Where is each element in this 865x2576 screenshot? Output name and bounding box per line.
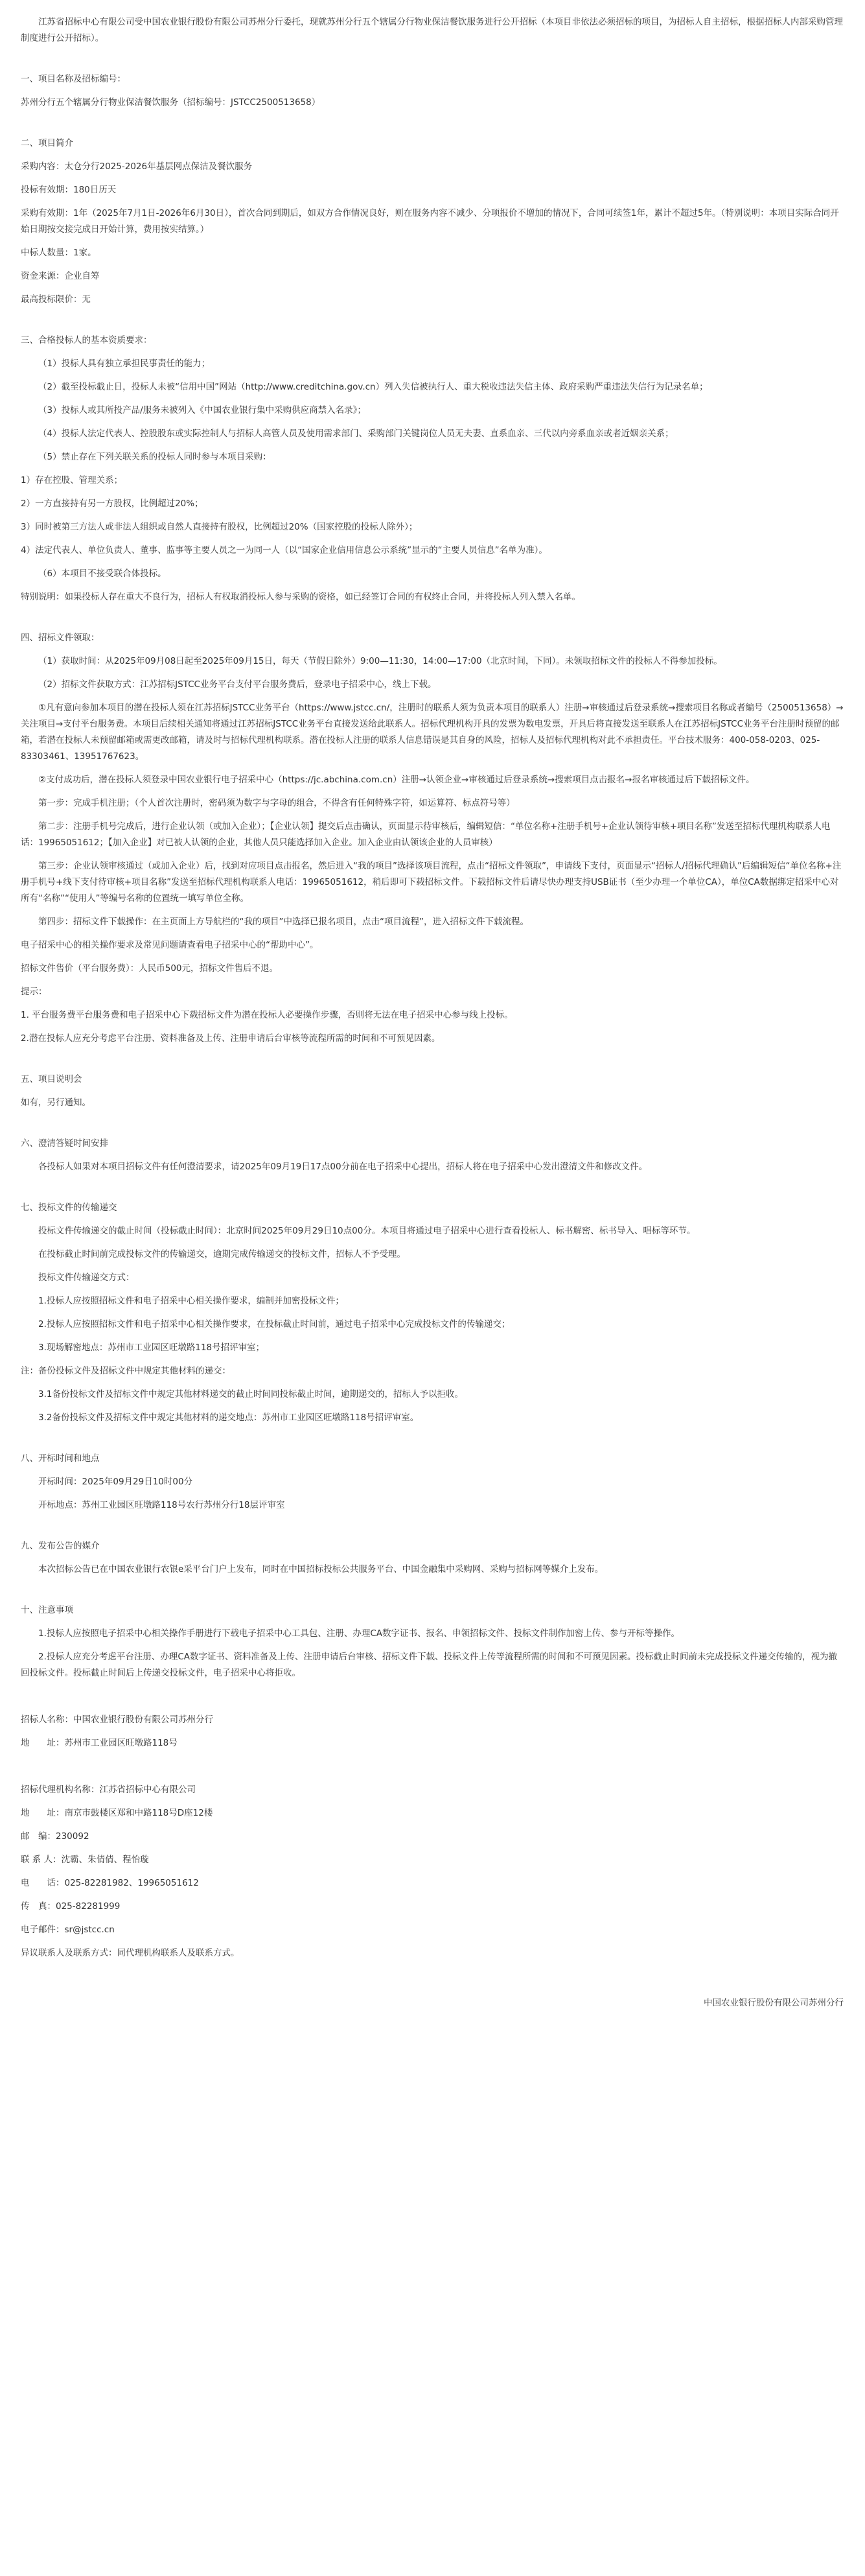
winner-count: 中标人数量：1家。 <box>21 248 97 258</box>
submission-deadline: 投标文件传输递交的截止时间（投标截止时间）：北京时间2025年09月29日10点00分。本项目将通过电子招采中心进行查看投标人、标书解密、标书导入、唱标等环节。 <box>38 1226 696 1236</box>
bid-validity: 投标有效期：180日历天 <box>21 185 117 195</box>
section-title-tender-docs: 四、招标文件领取： <box>21 633 100 643</box>
tip-item: 1. 平台服务费平台服务费和电子招采中心下载招标文件为潜在投标人必要操作步骤，否则将无法在电子招采中心参与线上投标。 <box>21 1010 513 1020</box>
step-two: 第二步：注册手机号完成后，进行企业认领（或加入企业）；【企业认领】提交后点击确认，页面显示待审核后，编辑短信：“单位名称+注册手机号+企业认领待审核+项目名称”发送至招标代理机构联系人电话：19965051612；【加入企业】对已被人认领的企业，其他人员只能选择加入企业。加入企业由认领该企业的人员审核） <box>21 821 831 848</box>
related-party-item: 4）法定代表人、单位负责人、董事、监事等主要人员之一为同一人（以“国家企业信用信息公示系统”显示的“主要人员信息”名单为准）。 <box>21 545 548 556</box>
agency-phone: 电 话：025-82281982、19965051612 <box>21 1878 199 1888</box>
signature-line: 中国农业银行股份有限公司苏州分行 <box>704 1998 844 2008</box>
tenderer-name: 招标人名称：中国农业银行股份有限公司苏州分行 <box>21 1715 213 1725</box>
intro-paragraph: 江苏省招标中心有限公司受中国农业银行股份有限公司苏州分行委托，现就苏州分行五个辖属分行物业保洁餐饮服务进行公开招标（本项目非依法必须招标的项目，为招标人自主招标，根据招标人内部采购管理制度进行公开招标）。 <box>21 17 843 43</box>
agency-address: 地 址：南京市鼓楼区郑和中路118号D座12楼 <box>21 1808 213 1818</box>
max-bid-price: 最高投标限价：无 <box>21 294 91 305</box>
section-title-media: 九、发布公告的媒介 <box>21 1541 100 1551</box>
qualification-item: （3）投标人或其所投产品/服务未被列入《中国农业银行集中采购供应商禁入名录》； <box>38 405 366 416</box>
note-item: 2.投标人应充分考虑平台注册、办理CA数字证书、资料准备及上传、注册申请后台审核、招标文件下载、投标文件上传等流程所需的时间和不可预见因素。投标截止时间前未完成投标文件递交传输的，视为撤回投标文件。投标截止时间后上传递交投标文件，电子招采中心将拒收。 <box>21 1652 838 1678</box>
special-note: 特别说明：如果投标人存在重大不良行为，招标人有权取消投标人参与采购的资格，如已经签订合同的有权终止合同，并将投标人列入禁入名单。 <box>21 592 581 602</box>
agency-email: 电子邮件：sr@jstcc.cn <box>21 1925 115 1935</box>
section-title-qualifications: 三、合格投标人的基本资质要求： <box>21 335 152 345</box>
step-one: 第一步：完成手机注册；（个人首次注册时，密码须为数字与字母的组合，不得含有任何特殊字符，如运算符、标点符号等） <box>38 798 515 808</box>
announcement-document <box>21 14 844 2019</box>
related-party-item: 2）一方直接持有另一方股权，比例超过20%； <box>21 498 203 509</box>
qualification-item: （2）截至投标截止日，投标人未被“信用中国”网站（http://www.creditchina.gov.cn）列入失信被执行人、重大税收违法失信主体、政府采购严重违法失信行为记录名单； <box>38 382 708 392</box>
procurement-content: 采购内容：太仓分行2025-2026年基层网点保洁及餐饮服务 <box>21 161 253 172</box>
submission-method-item: 1.投标人应按照招标文件和电子招采中心相关操作要求，编制并加密投标文件； <box>38 1296 344 1306</box>
submission-method-item: 3.现场解密地点：苏州市工业园区旺墩路118号招评审室； <box>38 1342 265 1353</box>
qualification-item: （1）投标人具有独立承担民事责任的能力； <box>38 358 211 369</box>
help-center-note: 电子招采中心的相关操作要求及常见问题请查看电子招采中心的“帮助中心”。 <box>21 940 319 950</box>
qualification-item: （6）本项目不接受联合体投标。 <box>38 568 167 579</box>
step-three: 第三步：企业认领审核通过（或加入企业）后，找到对应项目点击报名，然后进入“我的项目”选择该项目流程，点击“招标文件领取”，申请线下支付，页面显示“招标人/招标代理确认”后编辑短信“单位名称+注册手机号+线下支付待审核+项目名称”发送至招标代理机构联系人电话：19965051612，稍后即可下载招标文件。下载招标文件后请尽快办理支持USB证书（至少办理一个单位CA），单位CA数据绑定招采中心对所有“名称”“使用人”等编号名称的位置统一填写单位全称。 <box>21 861 842 904</box>
platform-registration: ①凡有意向参加本项目的潜在投标人须在江苏招标JSTCC业务平台（https://www.jstcc.cn/，注册时的联系人须为负责本项目的联系人）注册→审核通过后登录系统→搜索项目名称或者编号（2500513658）→关注项目→支付平台服务费。本项目后续相关通知将通过江苏招标JSTCC业务平台直接发送给此联系人。招标代理机构开具的发票为数电发票，开具后将直接发送至联系人在江苏招标JSTCC业务平台注册时预留的邮箱，若潜在投标人未预留邮箱或需更改邮箱，请及时与招标代理机构联系。潜在投标人注册的联系人信息错误是其自身的风险，招标人及招标代理机构对此不承担责任。平台技术服务：400-058-0203、025-83303461、13951767623。 <box>21 703 844 762</box>
agency-contacts: 联 系 人：沈霸、朱倩倩、程怡璇 <box>21 1855 149 1865</box>
late-submission-note: 在投标截止时间前完成投标文件的传输递交，逾期完成传输递交的投标文件，招标人不予受理。 <box>38 1249 406 1259</box>
project-name-text: 苏州分行五个辖属分行物业保洁餐饮服务（招标编号：JSTCC2500513658） <box>21 97 321 108</box>
objection-contact: 异议联系人及联系方式：同代理机构联系人及联系方式。 <box>21 1948 240 1958</box>
note-item: 1.投标人应按照电子招采中心相关操作手册进行下载电子招采中心工具包、注册、办理CA数字证书、报名、申领招标文件、投标文件制作加密上传、参与开标等操作。 <box>38 1628 680 1639</box>
tender-price: 招标文件售价（平台服务费）：人民币500元，招标文件售后不退。 <box>21 963 279 974</box>
agency-postcode: 邮 编：230092 <box>21 1831 89 1842</box>
section-title-briefing: 五、项目说明会 <box>21 1074 82 1084</box>
opening-location: 开标地点：苏州工业园区旺墩路118号农行苏州分行18层评审室 <box>38 1500 285 1510</box>
tip-item: 2.潜在投标人应充分考虑平台注册、资料准备及上传、注册申请后台审核等流程所需的时间和不可预见因素。 <box>21 1033 441 1044</box>
backup-note-item: 3.2备份投标文件及招标文件中规定其他材料的递交地点：苏州市工业园区旺墩路118号招评审室。 <box>38 1412 419 1423</box>
step-four: 第四步：招标文件下载操作：在主页面上方导航栏的“我的项目”中选择已报名项目，点击“项目流程”，进入招标文件下载流程。 <box>38 917 529 927</box>
related-party-item: 1）存在控股、管理关系； <box>21 475 123 486</box>
tenderer-address: 地 址：苏州市工业园区旺墩路118号 <box>21 1738 178 1748</box>
backup-note: 注：备份投标文件及招标文件中规定其他材料的递交： <box>21 1366 231 1376</box>
acquisition-method: （2）招标文件获取方式：江苏招标JSTCC业务平台支付平台服务费后，登录电子招采中心，线上下载。 <box>38 679 437 690</box>
clarification-text: 各投标人如果对本项目招标文件有任何澄清要求，请2025年09月19日17点00分前在电子招采中心提出，招标人将在电子招采中心发出澄清文件和修改文件。 <box>38 1162 648 1172</box>
qualification-item: （4）投标人法定代表人、控股股东或实际控制人与招标人高管人员及使用需求部门、采购部门关键岗位人员无夫妻、直系血亲、三代以内旁系血亲或者近姻亲关系； <box>38 428 674 439</box>
section-title-clarification: 六、澄清答疑时间安排 <box>21 1138 108 1149</box>
spacer <box>21 1759 844 1782</box>
fund-source: 资金来源：企业自筹 <box>21 271 100 281</box>
section-title-project-brief: 二、项目简介 <box>21 138 73 148</box>
section-title-notes: 十、注意事项 <box>21 1605 73 1615</box>
related-party-item: 3）同时被第三方法人或非法人组织或自然人直接持有股权，比例超过20%（国家控股的投标人除外）； <box>21 522 418 532</box>
procurement-validity: 采购有效期：1年（2025年7月1日-2026年6月30日），首次合同到期后，如双方合作情况良好，则在服务内容不减少、分项报价不增加的情况下，合同可续签1年，累计不超过5年。（特别说明：本项目实际合同开始日期按交接完成日开始计算，费用按实结算。） <box>21 208 839 235</box>
opening-time: 开标时间：2025年09月29日10时00分 <box>38 1477 193 1487</box>
acquisition-time: （1）获取时间：从2025年09月08日起至2025年09月15日，每天（节假日除外）9:00—11:30，14:00—17:00（北京时间，下同）。未领取招标文件的投标人不得参加投标。 <box>38 656 722 666</box>
submission-method-label: 投标文件传输递交方式： <box>38 1272 135 1283</box>
briefing-text: 如有，另行通知。 <box>21 1097 91 1108</box>
section-title-submission: 七、投标文件的传输递交 <box>21 1202 117 1213</box>
section-title-bid-opening: 八、开标时间和地点 <box>21 1453 100 1464</box>
agency-name: 招标代理机构名称：江苏省招标中心有限公司 <box>21 1785 196 1795</box>
spacer <box>21 1689 844 1712</box>
submission-method-item: 2.投标人应按照招标文件和电子招采中心相关操作要求，在投标截止时间前，通过电子招采中心完成投标文件的传输递交； <box>38 1319 511 1329</box>
backup-note-item: 3.1备份投标文件及招标文件中规定其他材料递交的截止时间同投标截止时间，逾期递交的，招标人予以拒收。 <box>38 1389 463 1399</box>
e-procurement-login: ②支付成功后，潜在投标人须登录中国农业银行电子招采中心（https://jc.abchina.com.cn）注册→认领企业→审核通过后登录系统→搜索项目点击报名→报名审核通过后下载招标文件。 <box>38 775 755 785</box>
qualification-item: （5）禁止存在下列关联关系的投标人同时参与本项目采购： <box>38 452 271 462</box>
media-text: 本次招标公告已在中国农业银行农银e采平台门户上发布，同时在中国招标投标公共服务平台、中国金融集中采购网、采购与招标网等媒介上发布。 <box>38 1564 604 1575</box>
section-title-project-name: 一、项目名称及招标编号： <box>21 74 126 84</box>
tips-label: 提示： <box>21 987 47 997</box>
agency-fax: 传 真：025-82281999 <box>21 1901 121 1912</box>
